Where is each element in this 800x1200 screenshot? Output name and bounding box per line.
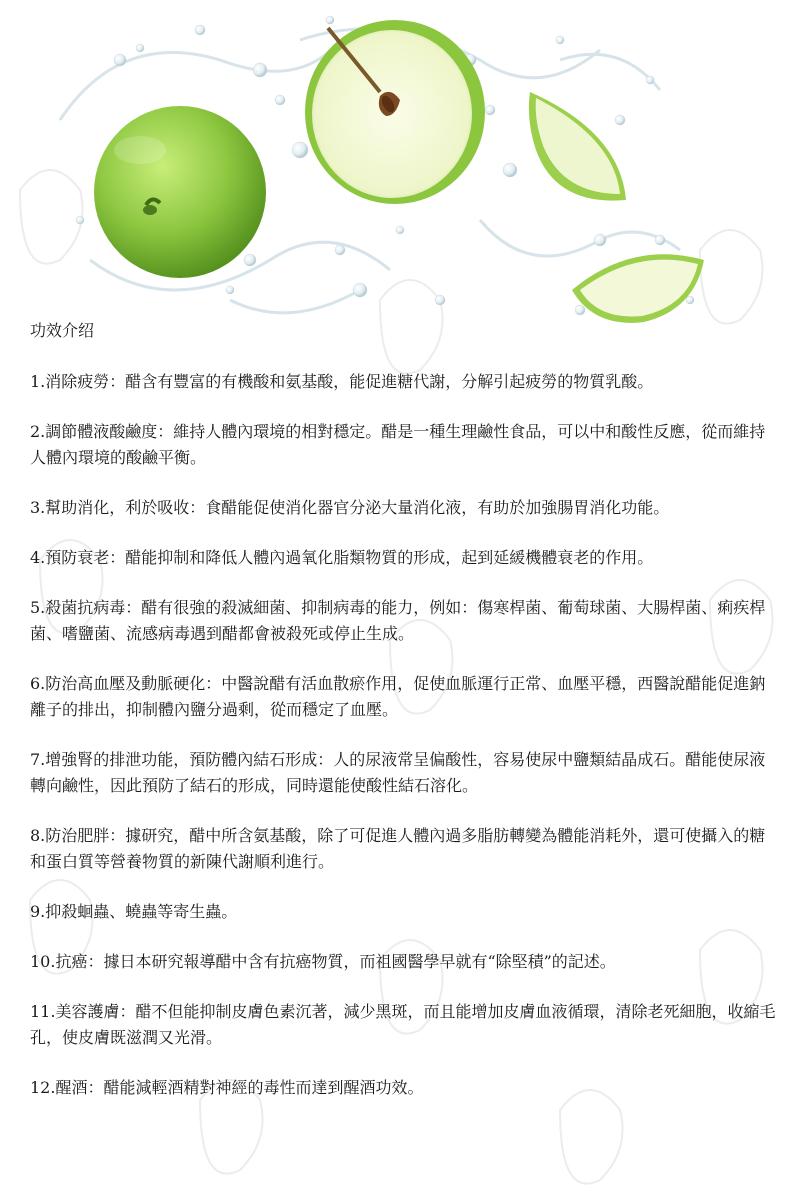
- benefit-item: 6.防治高血壓及動脈硬化：中醫說醋有活血散瘀作用，促使血脈運行正常、血壓平穩，西醫說醋能促進鈉離子的排出，抑制體內鹽分過剩，從而穩定了血壓。: [30, 674, 766, 719]
- whole-apple-icon: [94, 106, 266, 278]
- apple-splash-image: [0, 0, 800, 340]
- benefit-item: 4.預防衰老：醋能抑制和降低人體內過氧化脂類物質的形成，起到延緩機體衰老的作用。: [30, 548, 654, 567]
- benefit-item: 3.幫助消化，利於吸收：食醋能促使消化器官分泌大量消化液，有助於加強腸胃消化功能。: [30, 498, 670, 517]
- benefit-item: 2.調節體液酸鹼度：維持人體內環境的相對穩定。醋是一種生理鹼性食品，可以中和酸性反應，從而維持人體內環境的酸鹼平衡。: [30, 422, 766, 467]
- benefit-item: 7.增強腎的排泄功能，預防體內結石形成：人的尿液常呈偏酸性，容易使尿中鹽類結晶成石。醋能使尿液轉向鹼性，因此預防了結石的形成，同時還能使酸性結石溶化。: [30, 750, 766, 795]
- benefit-item: 8.防治肥胖：據研究，醋中所含氨基酸，除了可促進人體內過多脂肪轉變為體能消耗外，還可使攝入的糖和蛋白質等營養物質的新陳代謝順利進行。: [30, 826, 766, 871]
- section-title: 功效介绍: [30, 321, 95, 340]
- benefit-item: 12.醒酒：醋能減輕酒精對神經的毒性而達到醒酒功效。: [30, 1078, 424, 1097]
- benefit-item: 5.殺菌抗病毒：醋有很強的殺滅細菌、抑制病毒的能力，例如：傷寒桿菌、葡萄球菌、大腸桿菌、痢疾桿菌、嗜鹽菌、流感病毒遇到醋都會被殺死或停止生成。: [30, 598, 766, 643]
- apple-slice-flat-icon: [572, 254, 704, 323]
- benefits-article: [30, 318, 778, 1125]
- halved-apple-icon: [305, 20, 485, 204]
- benefit-item: 11.美容護膚：醋不但能抑制皮膚色素沉著，減少黑斑，而且能增加皮膚血液循環，清除老死細胞，收縮毛孔，使皮膚既滋潤又光滑。: [30, 1002, 776, 1047]
- benefit-item: 10.抗癌：據日本研究報導醋中含有抗癌物質，而祖國醫學早就有“除堅積”的記述。: [30, 952, 616, 971]
- apple-slice-icon: [529, 92, 626, 201]
- benefit-item: 9.抑殺蛔蟲、蟯蟲等寄生蟲。: [30, 902, 238, 921]
- benefit-item: 1.消除疲勞：醋含有豐富的有機酸和氨基酸，能促進糖代謝，分解引起疲勞的物質乳酸。: [30, 372, 654, 391]
